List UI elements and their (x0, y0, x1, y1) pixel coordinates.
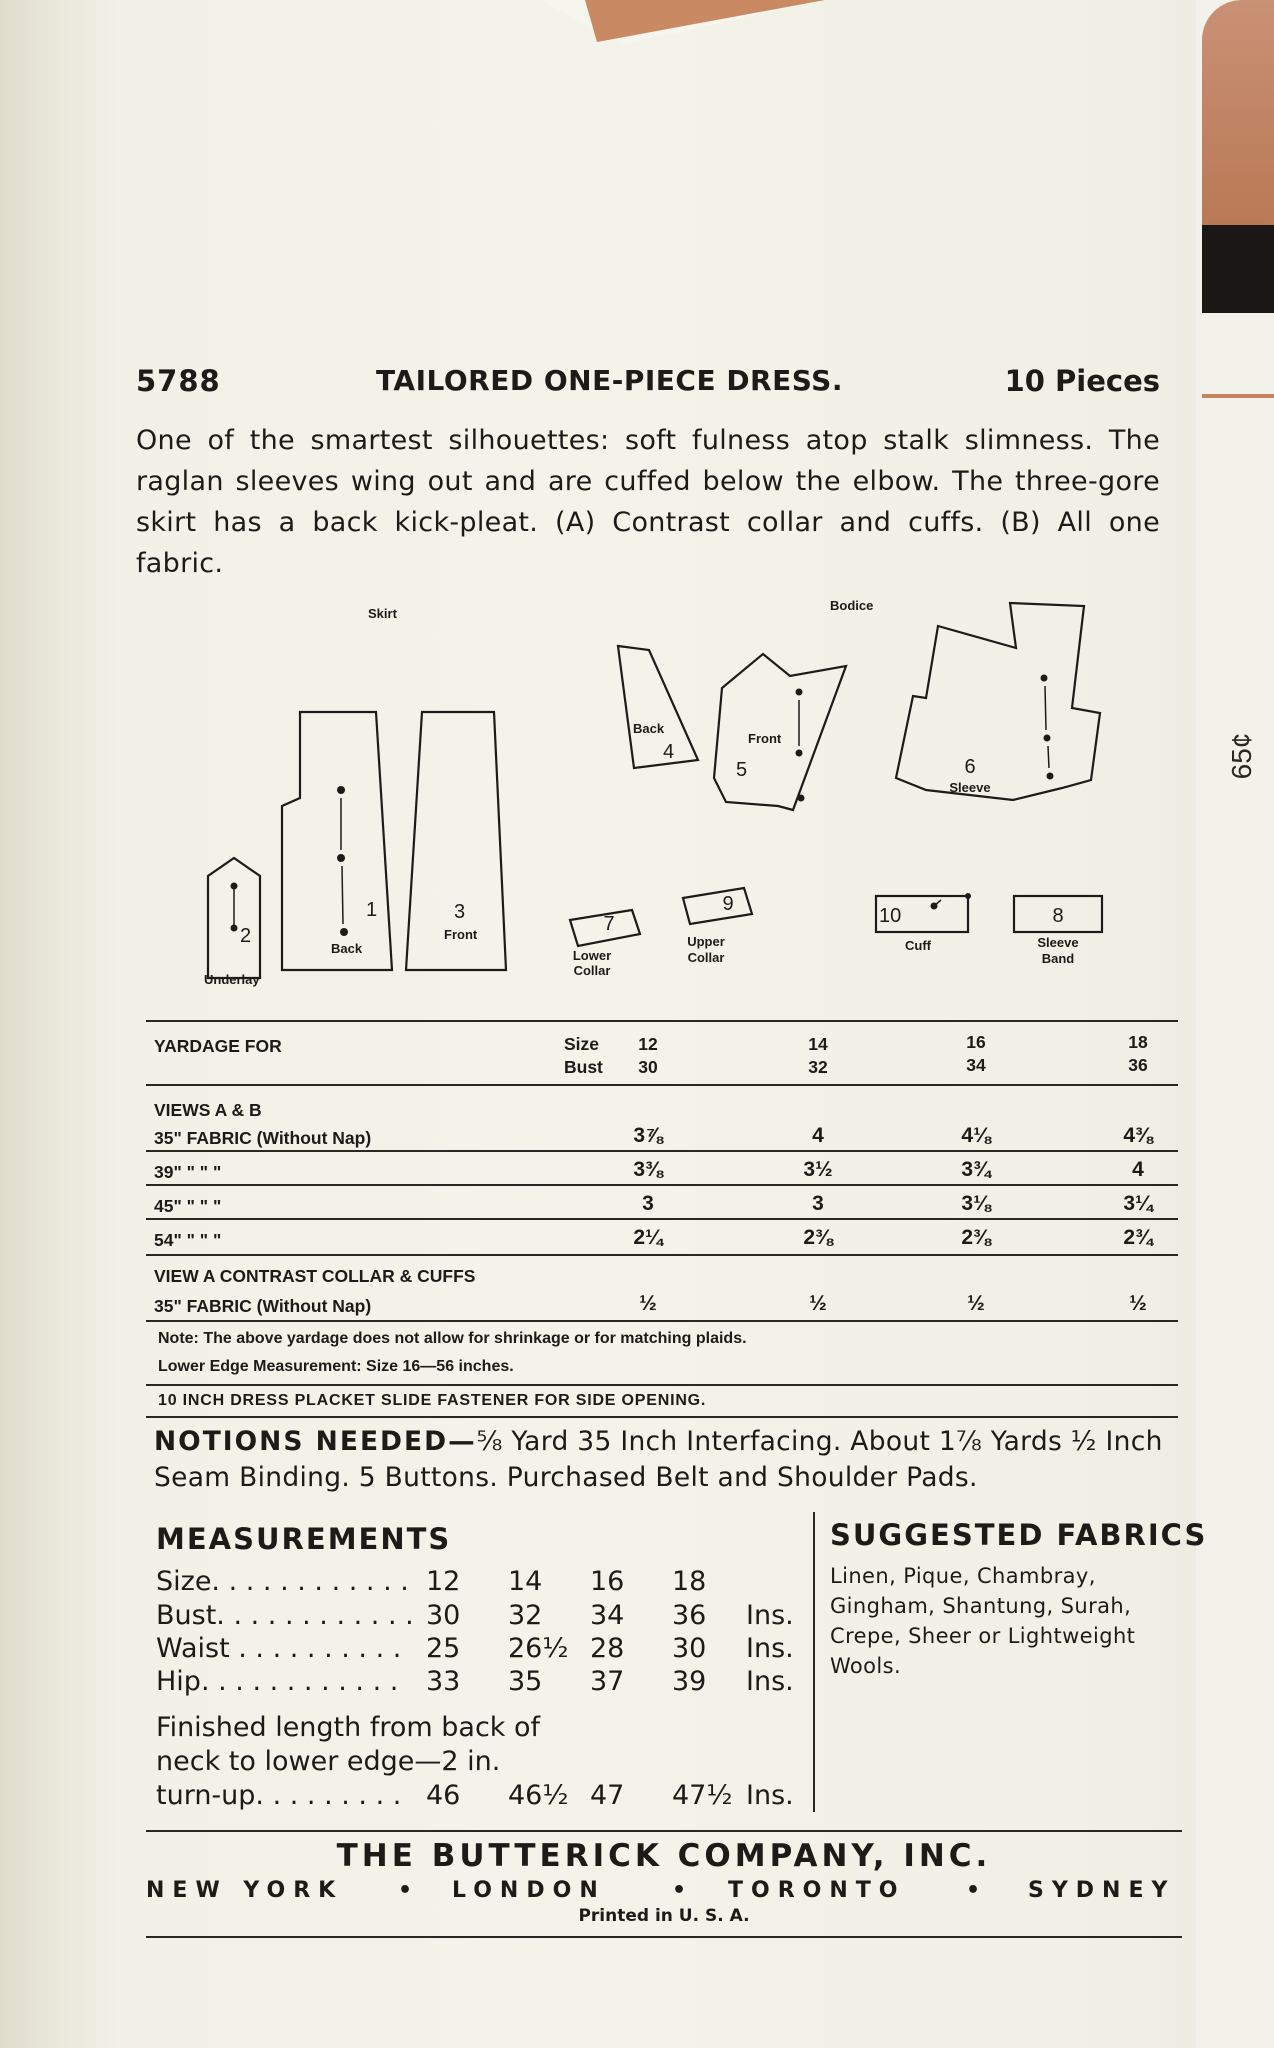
yardage-row-2-col-4: 4 (1132, 1158, 1144, 1181)
bust-col-3: 34 (966, 1055, 986, 1075)
yardage-row-4-col-3: 2⅜ (961, 1226, 991, 1249)
piece-7-name-1: Lower (572, 948, 612, 963)
color-swatch-tan (1202, 0, 1274, 225)
yardage-row-1-col-1: 3⅞ (633, 1124, 663, 1147)
piece-back-bodice-shape (618, 646, 698, 768)
footer-rule-top (146, 1830, 1182, 1832)
piece-10-number: 10 (879, 905, 902, 927)
size-col-2: 14 (808, 1034, 828, 1054)
size-label: Size (564, 1034, 600, 1054)
piece-8-name-2: Band (1041, 951, 1075, 966)
piece-3-number: 3 (454, 901, 466, 923)
piece-9-name-2: Collar (687, 950, 725, 965)
bodice-label: Bodice (830, 598, 874, 613)
view-a-col-4: ½ (1129, 1292, 1147, 1315)
views-ab-label: VIEWS A & B (154, 1100, 262, 1120)
notions-text: ⅝ Yard 35 Inch Interfacing. About 1⅞ Yards ½ Inch Seam Binding. 5 Buttons. Purchased Belt and Shoulder Pads. (154, 1426, 1163, 1493)
piece-5-number: 5 (736, 759, 748, 781)
color-swatch-black (1202, 225, 1274, 313)
yardage-note: Note: The above yardage does not allow for shrinkage or for matching plaids. (158, 1330, 747, 1347)
piece-2-number: 2 (240, 925, 252, 947)
piece-1-name: Back (331, 941, 363, 956)
pattern-description: One of the smartest silhouettes: soft fulness atop stalk slimness. The raglan sleeves wing out and are cuffed below the elbow. The three-gore skirt has a back kick-pleat. (A) Contrast collar and cuffs. (B) All one fabric. (136, 425, 1160, 579)
printed-in: Printed in U. S. A. (578, 1906, 750, 1926)
piece-4-name: Back (633, 721, 665, 736)
envelope-flap-edge (0, 0, 100, 2048)
color-swatch-top (585, 0, 825, 42)
size-col-3: 16 (966, 1032, 986, 1052)
piece-sleeve-shape (896, 603, 1100, 800)
notions-needed (154, 1424, 1174, 1496)
view-a-col-3: ½ (967, 1292, 985, 1315)
yardage-row-3-label: 45" " " " (154, 1196, 222, 1216)
skirt-label: Skirt (368, 606, 397, 621)
view-a-label: VIEW A CONTRAST COLLAR & CUFFS (154, 1266, 476, 1286)
yardage-heading: YARDAGE FOR (154, 1036, 282, 1056)
yardage-row-1-label: 35" FABRIC (Without Nap) (154, 1128, 372, 1148)
piece-9-number: 9 (722, 893, 734, 915)
finished-length-row: turn-up. . . . . . . . . 46 46½ 47 47½ Ins. (156, 1780, 794, 1811)
piece-6-name: Sleeve (949, 780, 991, 795)
piece-7-number: 7 (603, 913, 615, 935)
yardage-row-1-col-4: 4⅜ (1123, 1124, 1153, 1147)
yardage-row-3-col-3: 3⅛ (961, 1192, 991, 1215)
piece-5-name: Front (748, 731, 782, 746)
yardage-row-4-col-1: 2¼ (633, 1226, 663, 1249)
pattern-number: 5788 (136, 364, 221, 398)
pattern-header (136, 364, 1160, 404)
yardage-row-3-col-2: 3 (812, 1192, 824, 1215)
lower-edge-note: Lower Edge Measurement: Size 16—56 inches. (158, 1358, 514, 1375)
pattern-pieces-diagram (196, 588, 1116, 988)
measurements-title: MEASUREMENTS (156, 1522, 452, 1556)
bust-col-1: 30 (638, 1057, 658, 1077)
piece-10-name: Cuff (905, 938, 931, 953)
piece-4-number: 4 (663, 741, 675, 763)
section-divider (813, 1512, 815, 1812)
piece-2-name: Underlay (204, 972, 260, 987)
yardage-row-1-col-3: 4⅛ (961, 1124, 991, 1147)
yardage-row-2-col-3: 3¾ (961, 1158, 991, 1181)
bust-col-2: 32 (808, 1057, 828, 1077)
suggested-fabrics-title: SUGGESTED FABRICS (830, 1518, 1208, 1552)
measurement-row-size: Size. . . . . . . . . . . . 12 14 16 18 (156, 1566, 707, 1597)
piece-9-name-1: Upper (687, 934, 725, 949)
finished-length-line-2: neck to lower edge—2 in. (156, 1746, 501, 1777)
company-name: THE BUTTERICK COMPANY, INC. (336, 1838, 992, 1874)
fastener-note: 10 INCH DRESS PLACKET SLIDE FASTENER FOR SIDE OPENING. (158, 1392, 707, 1409)
measurement-row-waist: Waist . . . . . . . . . . 25 26½ 28 30 Ins. (156, 1633, 794, 1664)
price-label: 65¢ (1226, 732, 1257, 780)
notions-heading: NOTIONS NEEDED— (154, 1426, 477, 1457)
yardage-row-3-col-4: 3¼ (1123, 1192, 1153, 1215)
piece-3-name: Front (444, 927, 478, 942)
yardage-row-4-col-2: 2⅜ (803, 1226, 833, 1249)
yardage-row-2-col-2: 3½ (803, 1158, 833, 1181)
pattern-pieces-svg (196, 588, 1116, 988)
piece-back-skirt-shape (282, 712, 392, 970)
pattern-envelope-back: 65¢ 5788 TAILORED ONE-PIECE DRESS. 10 Pieces One of the smartest silhouettes: soft fulness atop stalk slimness. The raglan sleeves wing out and are cuffed below the elbow. The three-gore skirt has a back kick-pleat. (A) Contrast collar and cuffs. (B) All one fabric. Skirt Bodice 2 Underlay 1 Back 3 Front Back 4 Front 5 6 Sleeve 7 Lower Collar 9 Upper Collar 10 Cuff 8 Sleeve Band YARDAGE FOR Size Bust 12 14 16 18 30 32 34 36 VIEWS A & B 35" FABRIC (Without Nap) 3⅞ 4 4⅛ 4⅜ 39" " " " 3⅜ 3½ 3¾ 4 45" " " " 3 3 3⅛ 3¼ 54" " " " 2¼ 2⅜ 2⅜ 2¾ VIEW A CONTRAST COLLAR & CUFFS 35" FABRIC (Without Nap) ½ ½ ½ ½ Note: The above yardage does not allow for shrinkage or for matching plaids. Lower Edge Measurement: Size 16—56 inches. 10 INCH DRESS PLACKET SLIDE FASTENER FOR SIDE OPENING. NOTIONS NEEDED—⅝ Yard 35 Inch Interfacing. About 1⅞ Yards ½ Inch Seam Binding. 5 Buttons. Purchased Belt and Shoulder Pads. MEASUREMENTS Size. . . . . . . . . . . . 12 14 16 18 Bust. . . . . . . . . . . . 30 32 34 36 Ins. Waist . . . . . . . . . . 25 26½ 28 30 Ins. Hip. . . . . . . . . . . . 33 35 37 39 Ins. Finished length from back of neck to lower edge—2 in. turn-up. . . . . . . . . 46 46½ 47 47½ Ins. SUGGESTED FABRICS Linen, Pique, Chambray, Gingham, Shantung, Surah, Crepe, Sheer or Lightweight Wools. THE BUTTERICK COMPANY, INC. NEW YORK • LONDON • TORONTO • SYDNEY Printed in U. S. A. (0, 0, 1274, 2048)
measurement-row-hip: Hip. . . . . . . . . . . . 33 35 37 39 Ins. (156, 1666, 794, 1697)
piece-upper-collar-shape (683, 888, 752, 924)
size-col-4: 18 (1128, 1032, 1148, 1052)
yardage-row-4-col-4: 2¾ (1123, 1226, 1153, 1249)
side-tab (1196, 0, 1274, 2048)
yardage-row-2-label: 39" " " " (154, 1162, 222, 1182)
size-col-1: 12 (638, 1034, 658, 1054)
measurement-row-bust: Bust. . . . . . . . . . . . 30 32 34 36 Ins. (156, 1600, 794, 1631)
piece-7-name-2: Collar (573, 963, 611, 978)
piece-count: 10 Pieces (1004, 364, 1160, 398)
pattern-title: TAILORED ONE-PIECE DRESS. (376, 364, 843, 397)
view-a-row-label: 35" FABRIC (Without Nap) (154, 1296, 372, 1316)
piece-6-number: 6 (964, 756, 976, 778)
suggested-fabrics-list: Linen, Pique, Chambray, Gingham, Shantung, Surah, Crepe, Sheer or Lightweight Wools. (830, 1564, 1136, 1678)
bust-label: Bust (564, 1057, 603, 1077)
yardage-row-2-col-1: 3⅜ (633, 1158, 663, 1181)
bust-col-4: 36 (1128, 1055, 1148, 1075)
piece-8-name-1: Sleeve (1037, 935, 1079, 950)
view-a-col-2: ½ (809, 1292, 827, 1315)
footer-rule-bottom (146, 1936, 1182, 1938)
color-swatch-line (1202, 394, 1274, 398)
piece-1-number: 1 (366, 899, 378, 921)
yardage-row-3-col-1: 3 (642, 1192, 654, 1215)
yardage-row-1-col-2: 4 (812, 1124, 824, 1147)
view-a-col-1: ½ (639, 1292, 657, 1315)
finished-length-line-1: Finished length from back of (156, 1712, 541, 1743)
piece-8-number: 8 (1052, 905, 1064, 927)
yardage-row-4-label: 54" " " " (154, 1230, 222, 1250)
